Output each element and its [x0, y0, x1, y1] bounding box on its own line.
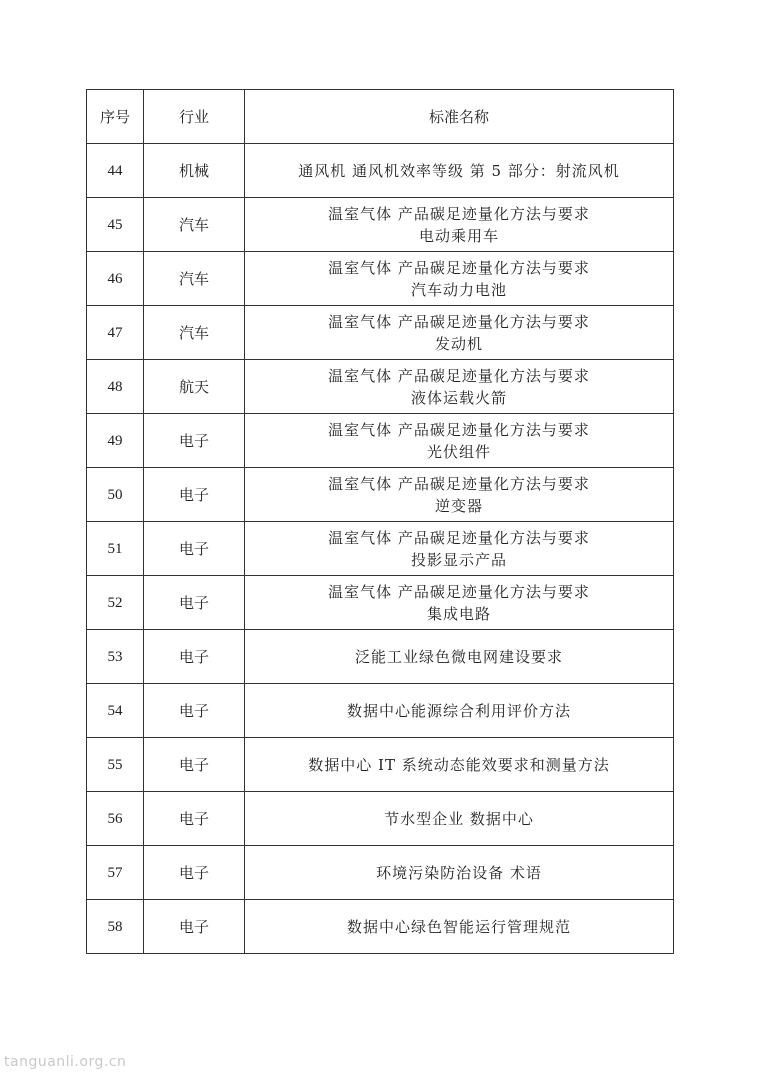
row-standard-name: [245, 576, 674, 630]
table-row: [87, 738, 674, 792]
standard-name-line: 温室气体 产品碳足迹量化方法与要求: [328, 420, 590, 439]
standard-name-line: 温室气体 产品碳足迹量化方法与要求: [328, 474, 590, 493]
row-standard-name: [245, 630, 674, 684]
row-standard-name: [245, 738, 674, 792]
row-index: 47: [87, 306, 144, 360]
standard-name-line: 汽车动力电池: [410, 280, 507, 299]
row-industry: 电子: [144, 468, 245, 522]
row-standard-name: [245, 468, 674, 522]
header-industry: 行业: [144, 90, 245, 144]
standard-name-line: 电动乘用车: [418, 226, 499, 245]
watermark: tanguanli.org.cn: [4, 1054, 127, 1070]
row-standard-name: [245, 900, 674, 954]
row-industry: 电子: [144, 792, 245, 846]
table-row: [87, 306, 674, 360]
standard-name-line: 发动机: [434, 334, 483, 353]
standard-name-line: 温室气体 产品碳足迹量化方法与要求: [328, 366, 590, 385]
standards-table: [86, 89, 674, 954]
row-index: 54: [87, 684, 144, 738]
row-index: 56: [87, 792, 144, 846]
row-industry: 电子: [144, 522, 245, 576]
standard-name-line: 温室气体 产品碳足迹量化方法与要求: [328, 312, 590, 331]
standard-name-line: 泛能工业绿色微电网建设要求: [354, 647, 563, 666]
row-index: 55: [87, 738, 144, 792]
row-industry: 汽车: [144, 198, 245, 252]
standard-name-line: 环境污染防治设备 术语: [376, 863, 542, 882]
row-standard-name: [245, 252, 674, 306]
standard-name-line: 集成电路: [426, 604, 491, 623]
table-row: [87, 144, 674, 198]
row-index: 51: [87, 522, 144, 576]
row-index: 58: [87, 900, 144, 954]
standard-name-line: 温室气体 产品碳足迹量化方法与要求: [328, 582, 590, 601]
row-index: 57: [87, 846, 144, 900]
header-standard-name: 标准名称: [245, 90, 674, 144]
row-industry: 机械: [144, 144, 245, 198]
row-standard-name: [245, 198, 674, 252]
standard-name-line: 数据中心 IT 系统动态能效要求和测量方法: [308, 755, 610, 774]
table-row: [87, 414, 674, 468]
standard-name-line: 节水型企业 数据中心: [384, 809, 534, 828]
table-row: [87, 198, 674, 252]
row-standard-name: [245, 306, 674, 360]
standard-name-line: 温室气体 产品碳足迹量化方法与要求: [328, 528, 590, 547]
row-industry: 电子: [144, 630, 245, 684]
row-index: 45: [87, 198, 144, 252]
row-standard-name: [245, 846, 674, 900]
table-row: [87, 792, 674, 846]
row-index: 50: [87, 468, 144, 522]
standard-name-line: 温室气体 产品碳足迹量化方法与要求: [328, 258, 590, 277]
standard-name-line: 逆变器: [434, 496, 483, 515]
row-industry: 航天: [144, 360, 245, 414]
row-index: 53: [87, 630, 144, 684]
row-standard-name: [245, 144, 674, 198]
table-row: [87, 468, 674, 522]
table-row: [87, 846, 674, 900]
standard-name-line: 液体运载火箭: [410, 388, 507, 407]
standard-name-line: 数据中心绿色智能运行管理规范: [346, 917, 571, 936]
table-row: [87, 360, 674, 414]
row-industry: 电子: [144, 846, 245, 900]
row-standard-name: [245, 684, 674, 738]
standard-name-line: 通风机 通风机效率等级 第 5 部分：射流风机: [298, 161, 620, 180]
table-row: [87, 630, 674, 684]
row-standard-name: [245, 522, 674, 576]
standard-name-line: 温室气体 产品碳足迹量化方法与要求: [328, 204, 590, 223]
row-index: 44: [87, 144, 144, 198]
row-index: 46: [87, 252, 144, 306]
table-row: [87, 900, 674, 954]
standard-name-line: 数据中心能源综合利用评价方法: [346, 701, 571, 720]
row-industry: 汽车: [144, 252, 245, 306]
row-standard-name: [245, 360, 674, 414]
row-industry: 电子: [144, 900, 245, 954]
row-index: 48: [87, 360, 144, 414]
row-industry: 电子: [144, 738, 245, 792]
table-row: [87, 684, 674, 738]
row-industry: 汽车: [144, 306, 245, 360]
row-industry: 电子: [144, 414, 245, 468]
table-row: [87, 252, 674, 306]
table-header-row: [87, 90, 674, 144]
row-standard-name: [245, 414, 674, 468]
header-index: 序号: [87, 90, 144, 144]
row-industry: 电子: [144, 576, 245, 630]
table-row: [87, 522, 674, 576]
table-row: [87, 576, 674, 630]
row-index: 52: [87, 576, 144, 630]
row-industry: 电子: [144, 684, 245, 738]
row-standard-name: [245, 792, 674, 846]
row-index: 49: [87, 414, 144, 468]
standard-name-line: 光伏组件: [426, 442, 491, 461]
standard-name-line: 投影显示产品: [410, 550, 507, 569]
